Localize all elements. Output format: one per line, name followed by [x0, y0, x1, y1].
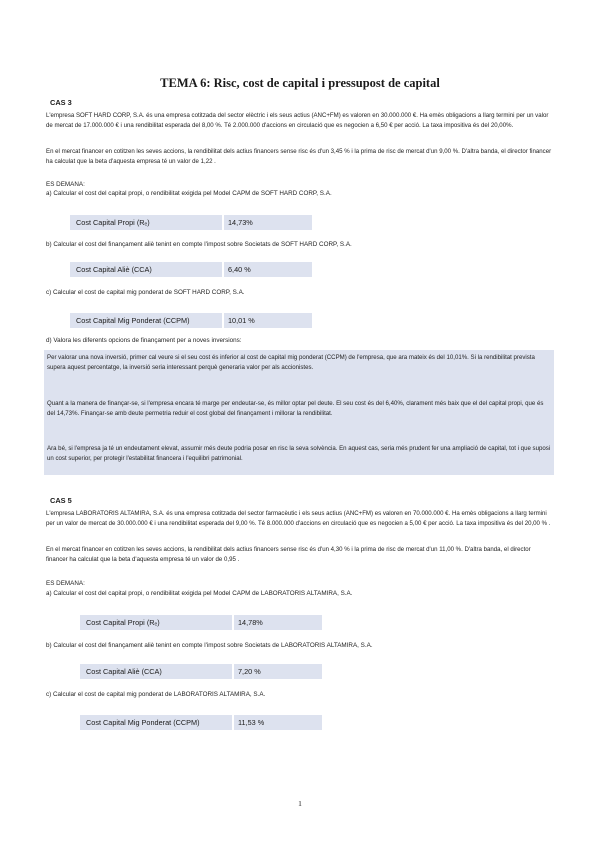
answer-d-paragraph-2: Quant a la manera de finançar-se, si l'empresa encara té marge per endeutar-se, és millor optar pel deute. El seu cost és del 6,40%, clarament més baix que el del capital propi, que és del 14,73%. Finançar-se amb deute permetria reduir el cost global del finançament i millorar la rendibilitat.	[47, 400, 544, 417]
case-3-answer-d-block	[44, 350, 554, 475]
case-5-question-c: c) Calcular el cost de capital mig ponderat de LABORATORIS ALTAMIRA, S.A.	[46, 691, 266, 698]
case-3-question-b: b) Calcular el cost del finançament aliè tenint en compte l'impost sobre Societats de SOFT HARD CORP, S.A.	[46, 241, 352, 248]
case-3-result-a	[70, 215, 312, 230]
case-3-result-b	[70, 262, 312, 277]
case-5-result-b	[80, 664, 322, 679]
case-5-paragraph-2: En el mercat financer en cotitzen les seves accions, la rendibilitat dels actius financers sense risc és d'un 4,30 % i la prima de risc de mercat d'un 11,00 %. D'altra banda, el director financer ha calculat que la beta d'aquesta empresa té un valor de 0,95 .	[46, 546, 531, 563]
case-3-result-c	[70, 313, 312, 328]
case-5-question-a: a) Calcular el cost del capital propi, o rendibilitat exigida pel Model CAPM de LABORATORIS ALTAMIRA, S.A.	[46, 590, 353, 597]
case-5-question-b: b) Calcular el cost del finançament aliè tenint en compte l'impost sobre Societats de LABORATORIS ALTAMIRA, S.A.	[46, 642, 373, 649]
case-3-heading: CAS 3	[50, 98, 72, 107]
result-value: 14,73%	[224, 215, 312, 230]
case-3-paragraph-1: L'empresa SOFT HARD CORP, S.A. és una empresa cotitzada del sector elèctric i els seus actius (ANC+FM) es valoren en 30.000.000 €. Ha emès obligacions a llarg termini per un valor de mercat de 17.000.000 € i una rendibilitat esperada del 8,00 %. Té 2.000.000 d'accions en circulació que es negocien a 6,50 € per acció. La taxa impositiva és del 20,00%.	[46, 112, 549, 129]
answer-d-paragraph-1: Per valorar una nova inversió, primer cal veure si el seu cost és inferior al cost de capital mig ponderat (CCPM) de l'empresa, que ara mateix és del 10,01%. Si la rendibilitat prevista supera aquest percentatge, la inversió seria interessant perquè generaria valor per als accionistes.	[47, 354, 535, 371]
result-label: Cost Capital Propi (Rₑ)	[80, 615, 232, 630]
case-3-es-demana: ES DEMANA:	[46, 181, 85, 188]
case-3-question-c: c) Calcular el cost de capital mig ponderat de SOFT HARD CORP, S.A.	[46, 289, 245, 296]
case-3-question-d: d) Valora les diferents opcions de finançament per a noves inversions:	[46, 337, 242, 344]
result-value: 14,78%	[234, 615, 322, 630]
case-3-question-a: a) Calcular el cost del capital propi, o rendibilitat exigida pel Model CAPM de SOFT HARD CORP, S.A.	[46, 190, 332, 197]
answer-d-paragraph-3: Ara bé, si l'empresa ja té un endeutament elevat, assumir més deute podria posar en risc la seva solvència. En aquest cas, seria més prudent fer una ampliació de capital, tot i que suposi un cost superior, per protegir l'estabilitat financera i l'equilibri patrimonial.	[47, 445, 551, 462]
case-5-result-a	[80, 615, 322, 630]
case-5-result-c	[80, 715, 322, 730]
result-value: 6,40 %	[224, 262, 312, 277]
result-label: Cost Capital Mig Ponderat (CCPM)	[70, 313, 222, 328]
case-5-paragraph-1: L'empresa LABORATORIS ALTAMIRA, S.A. és una empresa cotitzada del sector farmacèutic i els seus actius (ANC+FM) es valoren en 70.000.000 €. Ha emès obligacions a llarg termini per un valor de mercat de 30.000.000 € i una rendibilitat esperada del 9,00 %. Té 8.000.000 d'accions en circulació que es negocien a 5,00 € per acció. La taxa impositiva és del 20,00 % .	[46, 510, 551, 527]
result-label: Cost Capital Mig Ponderat (CCPM)	[80, 715, 232, 730]
page-number: 1	[298, 799, 302, 808]
case-5-heading: CAS 5	[50, 496, 72, 505]
case-5-es-demana: ES DEMANA:	[46, 580, 85, 587]
result-label: Cost Capital Aliè (CCA)	[70, 262, 222, 277]
page-title: TEMA 6: Risc, cost de capital i pressupost de capital	[160, 76, 440, 90]
result-value: 10,01 %	[224, 313, 312, 328]
result-label: Cost Capital Aliè (CCA)	[80, 664, 232, 679]
case-3-paragraph-2: En el mercat financer en cotitzen les seves accions, la rendibilitat dels actius financers sense risc és d'un 3,45 % i la prima de risc de mercat d'un 9,00 %. D'altra banda, el director financer ha calculat que la beta d'aquesta empresa té un valor de 1,22 .	[46, 148, 552, 165]
result-label: Cost Capital Propi (Rₑ)	[70, 215, 222, 230]
result-value: 11,53 %	[234, 715, 322, 730]
result-value: 7,20 %	[234, 664, 322, 679]
